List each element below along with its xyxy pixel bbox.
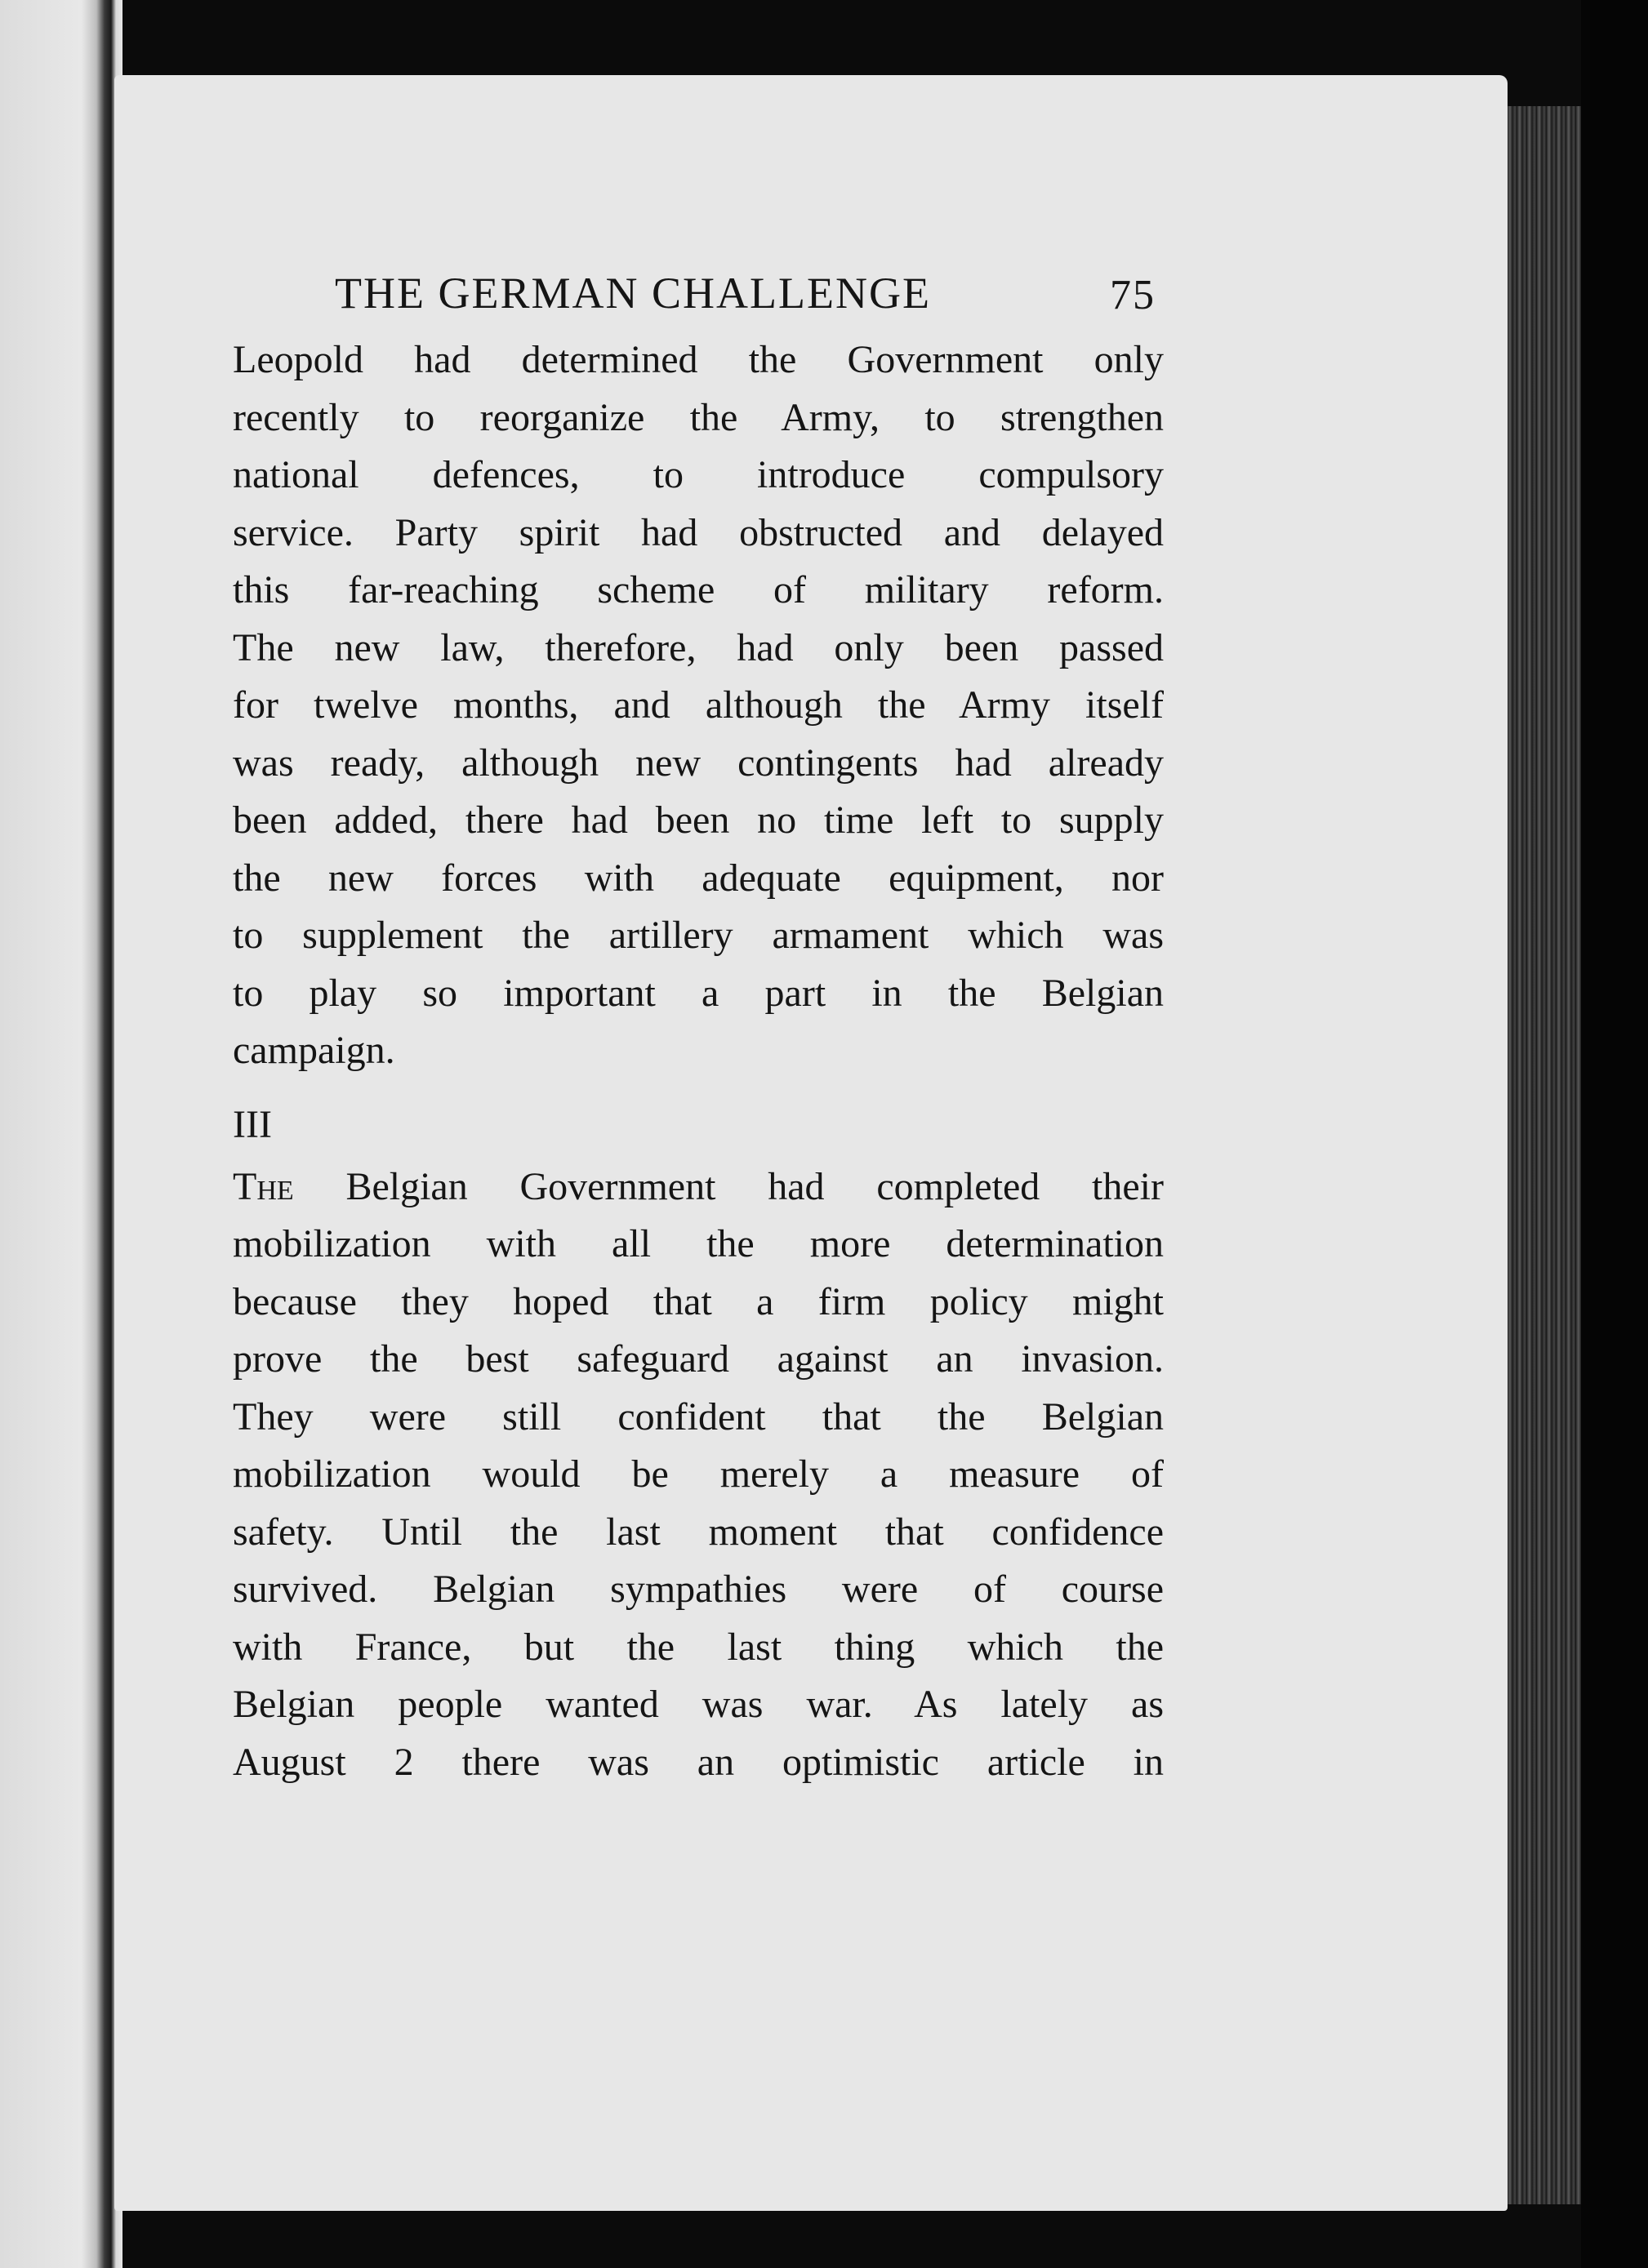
text-line-first [233,1158,1164,1216]
text-line: to play so important a part in the Belgian [233,971,1164,1015]
running-head-title: THE GERMAN CHALLENGE [335,269,931,318]
text-line: mobilization with all the more determination [233,1222,1164,1265]
scan-background-right [1581,0,1648,2268]
text-line: to supplement the artillery armament which was [233,914,1164,957]
text-line: August 2 there was an optimistic article in [233,1740,1164,1784]
page-edges-right [1508,106,1581,2204]
text-line: service. Party spirit had obstructed and delayed [233,510,1164,554]
paragraph-1 [233,331,1164,1080]
text-line: been added, there had been no time left to supply [233,798,1164,842]
page-number: 75 [1110,272,1156,318]
text-line: safety. Until the last moment that confidence [233,1510,1164,1554]
text-line: prove the best safeguard against an invasion. [233,1337,1164,1381]
text-line: They were still confident that the Belgian [233,1394,1164,1439]
text-line: this far-reaching scheme of military reform. [233,568,1164,611]
text-line: mobilization would be merely a measure of [233,1452,1164,1496]
text-line: The new law, therefore, had only been passed [233,625,1164,669]
section-numeral: III [233,1102,272,1146]
running-head [233,261,1164,331]
text-line: survived. Belgian sympathies were of course [233,1568,1164,1611]
text-line: campaign. [233,1029,395,1072]
text-line: the new forces with adequate equipment, nor [233,856,1164,900]
book-binding-left [0,0,122,2268]
text-line: Leopold had determined the Government only [233,338,1164,381]
text-line: because they hoped that a firm policy might [233,1279,1164,1323]
paragraph-2 [233,1158,1164,1792]
first-line-rest: Belgian Government had completed their [293,1164,1164,1208]
page-text [233,261,1164,1791]
text-line: was ready, although new contingents had already [233,740,1164,785]
text-line: with France, but the last thing which the [233,1625,1164,1669]
text-line: recently to reorganize the Army, to strengthen [233,395,1164,439]
text-line: Belgian people wanted was war. As lately as [233,1683,1164,1726]
text-line: national defences, to introduce compulsory [233,453,1164,496]
text-line: for twelve months, and although the Army itself [233,683,1164,727]
lead-in-small-caps: The [233,1164,294,1208]
